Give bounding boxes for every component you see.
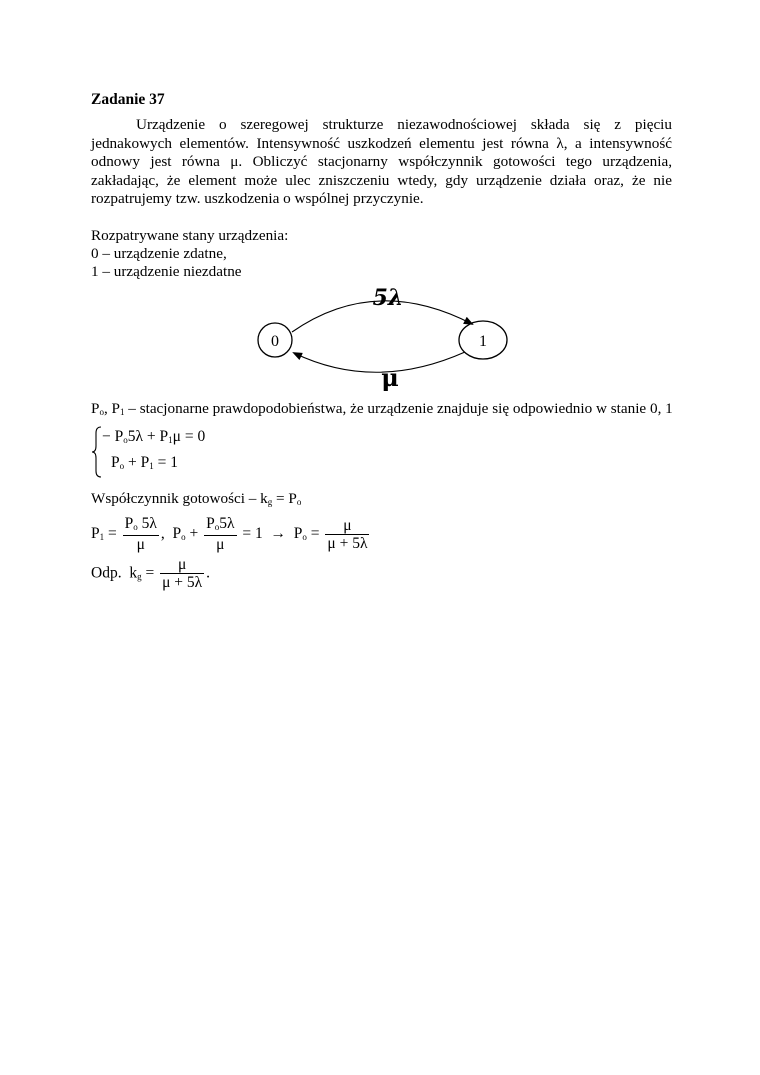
answer: Odp. $k_g$ = $\frac{\mu}{\mu + 5\lambda}$ .: [91, 556, 211, 591]
availability-coefficient-definition: Współczynnik gotowości – $k_g = P_o$: [91, 490, 302, 507]
answer-label: Odp.: [91, 564, 122, 582]
failure-rate-label: 5λ: [372, 285, 404, 311]
repair-transition-arrow: [294, 352, 465, 372]
state-0-label: 0: [271, 333, 279, 350]
implies-arrow-icon: →: [270, 525, 287, 543]
answer-fraction: $\frac{\mu}{\mu + 5\lambda}$: [162, 556, 203, 591]
normalization-equation: $P_o + P_1 = 1$: [111, 454, 178, 471]
equation-system: [91, 426, 321, 480]
solution-formula: $P_1$ = $\frac{P_o 5\lambda}{\mu}$ , $P_o$ + $\frac{P_o5\lambda}{\mu}$ = $1 \to P_o$ = $\frac{\mu}{\mu + 5\lambda}$: [91, 515, 368, 553]
normalization-fraction: $\frac{P_o5\lambda}{\mu}$: [206, 515, 235, 553]
task-description: Urządzenie o szeregowej strukturze niezawodnościowej składa się z pięciu jednakowych elementów. Intensywność uszkodzeń elementu jest równa λ, a intensywność odnowy jest równa μ. Obliczyć stacjonarny współczynnik gotowości tego urządzenia, zakładając, że element może ulec zniszczeniu wtedy, gdy urządzenie działa oraz, że nie rozpatrujemy tzw. uszkodzenia o wspólnej przyczynie.: [91, 116, 672, 208]
task-title: Zadanie 37: [91, 91, 165, 108]
state-1-label: 1: [479, 333, 487, 350]
p1-fraction: $\frac{P_o 5\lambda}{\mu}$: [124, 515, 157, 553]
state-1-description: 1 – urządzenie niezdatne: [91, 263, 242, 280]
state-0-description: 0 – urządzenie zdatne,: [91, 245, 227, 262]
repair-rate-label: μ: [381, 363, 399, 392]
balance-equation: − $P_o5\lambda + P_1\mu = 0$: [102, 428, 206, 445]
state-transition-diagram: [250, 280, 520, 395]
p0-result-fraction: $\frac{\mu}{\mu + 5\lambda}$: [327, 516, 368, 552]
probabilities-definition: $P_o$, $P_1$ – stacjonarne prawdopodobieństwa, że urządzenie znajduje się odpowiednio w stanie 0, 1: [91, 400, 673, 417]
states-heading: Rozpatrywane stany urządzenia:: [91, 227, 289, 244]
